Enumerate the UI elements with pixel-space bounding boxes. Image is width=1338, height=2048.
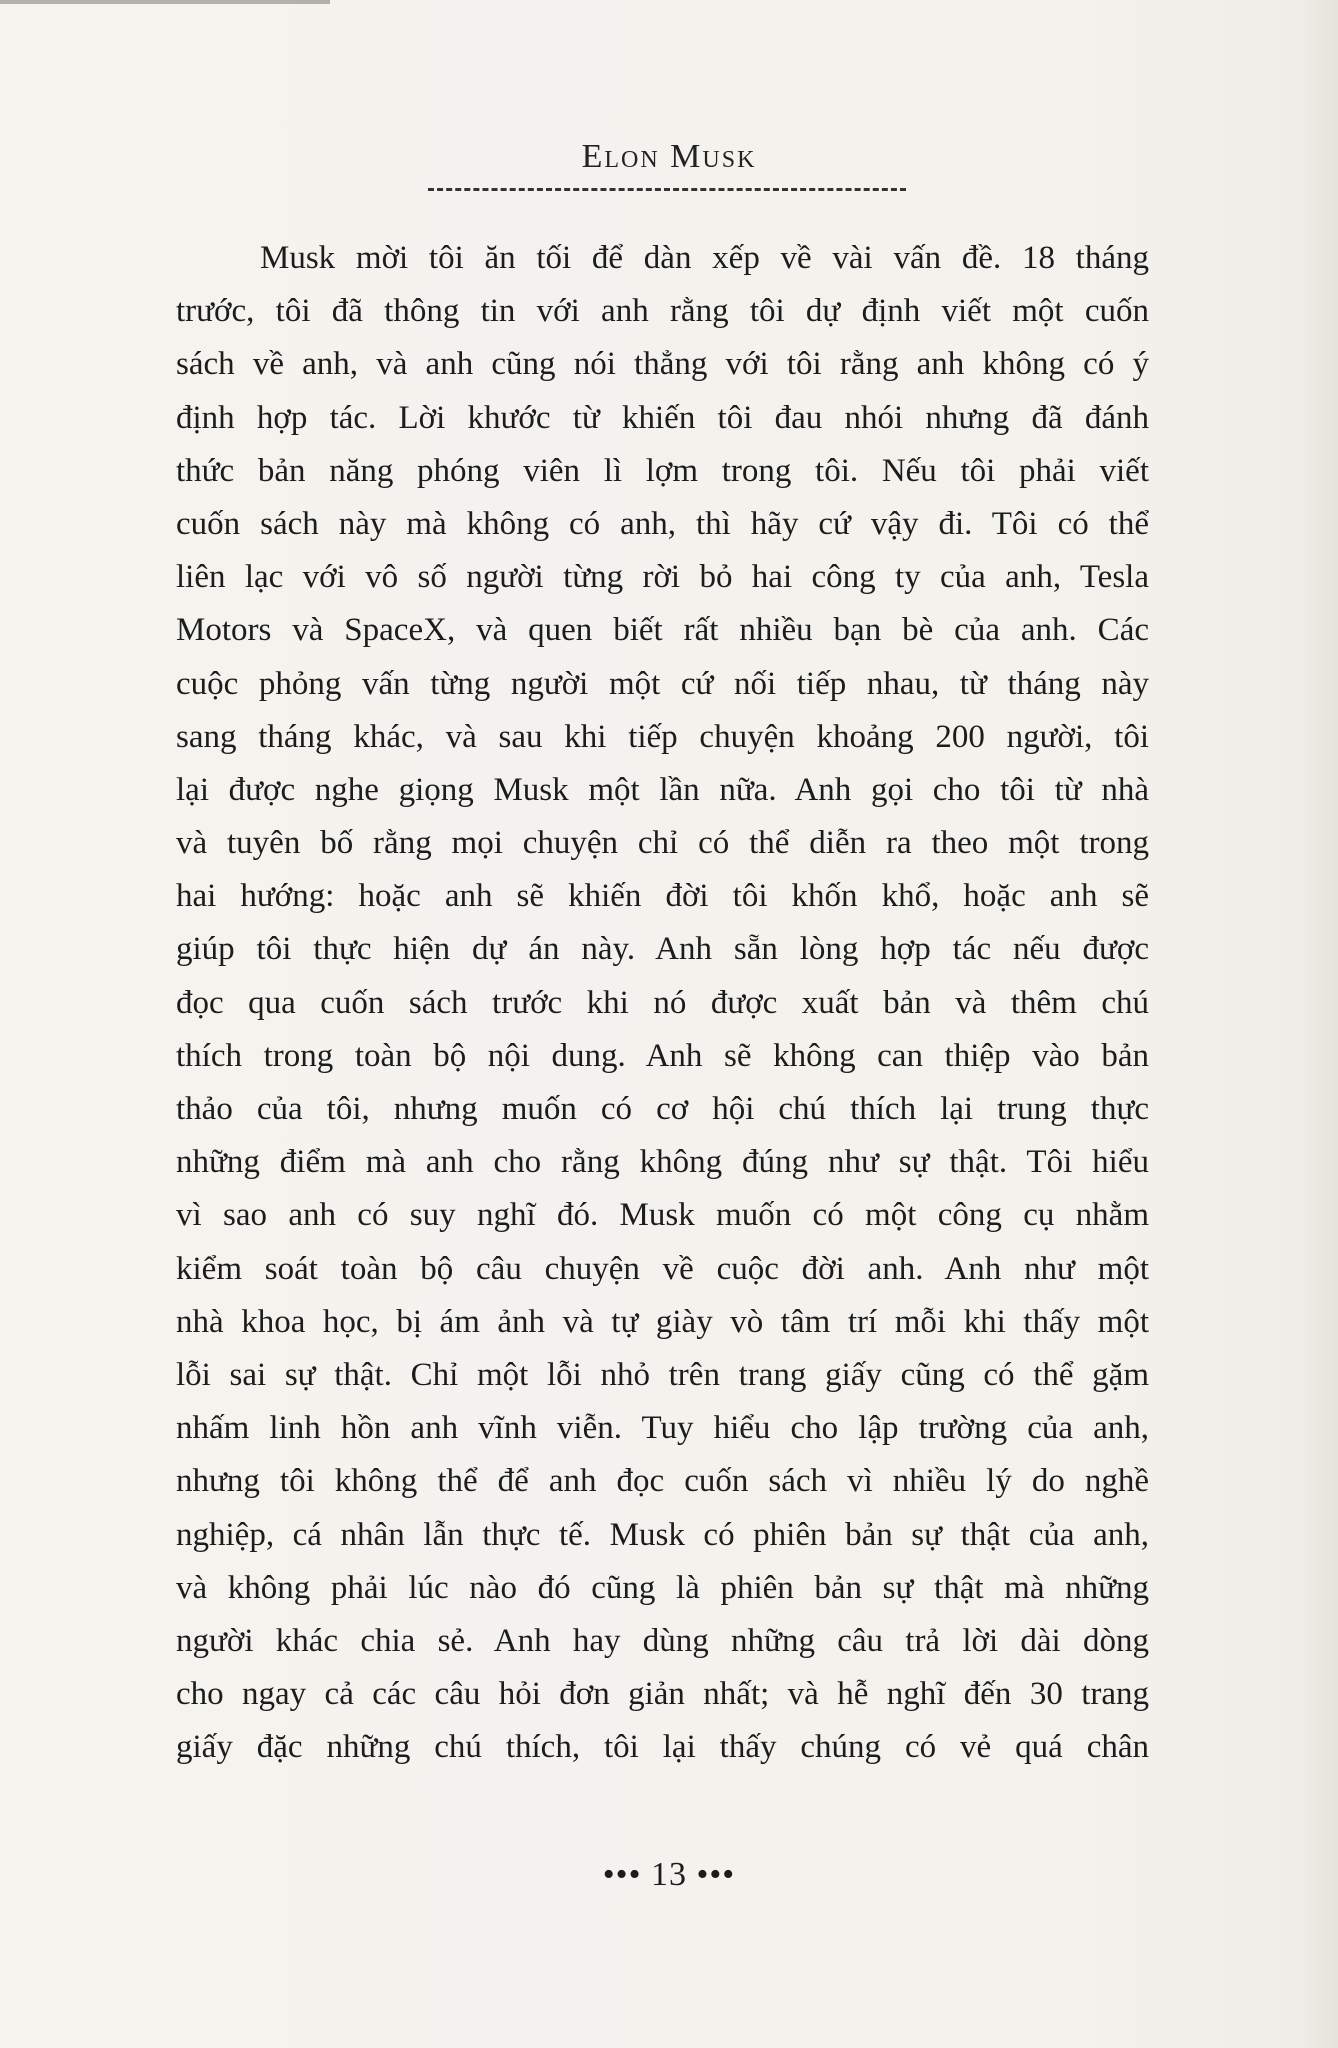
header-dashed-rule xyxy=(428,188,906,191)
text-line: sách về anh, và anh cũng nói thẳng với tôi rằng anh không có ý xyxy=(176,346,1149,383)
text-line: đọc qua cuốn sách trước khi nó được xuất bản và thêm chú xyxy=(176,984,1149,1021)
text-line: và tuyên bố rằng mọi chuyện chỉ có thể diễn ra theo một trong xyxy=(176,825,1149,862)
text-line: cho ngay cả các câu hỏi đơn giản nhất; và hễ nghĩ đến 30 trang xyxy=(176,1676,1149,1713)
running-header: Elon Musk xyxy=(581,138,757,175)
text-line: Motors và SpaceX, và quen biết rất nhiều bạn bè của anh. Các xyxy=(176,612,1149,649)
text-line: nhưng tôi không thể để anh đọc cuốn sách vì nhiều lý do nghề xyxy=(176,1463,1149,1500)
text-line: định hợp tác. Lời khước từ khiến tôi đau nhói nhưng đã đánh xyxy=(176,399,1149,436)
text-line: thích trong toàn bộ nội dung. Anh sẽ không can thiệp vào bản xyxy=(176,1037,1149,1074)
text-line: kiểm soát toàn bộ câu chuyện về cuộc đời anh. Anh như một xyxy=(176,1250,1149,1287)
scan-edge-shadow xyxy=(0,0,330,4)
text-line: trước, tôi đã thông tin với anh rằng tôi dự định viết một cuốn xyxy=(176,293,1149,330)
text-line: liên lạc với vô số người từng rời bỏ hai công ty của anh, Tesla xyxy=(176,559,1149,596)
body-text xyxy=(176,232,1149,1774)
text-line: sang tháng khác, và sau khi tiếp chuyện khoảng 200 người, tôi xyxy=(176,718,1149,755)
text-line: và không phải lúc nào đó cũng là phiên bản sự thật mà những xyxy=(176,1569,1149,1606)
page-number: ••• 13 ••• xyxy=(602,1856,736,1893)
text-line: giúp tôi thực hiện dự án này. Anh sẵn lòng hợp tác nếu được xyxy=(176,931,1149,968)
text-line: người khác chia sẻ. Anh hay dùng những câu trả lời dài dòng xyxy=(176,1622,1149,1659)
text-line: vì sao anh có suy nghĩ đó. Musk muốn có một công cụ nhằm xyxy=(176,1197,1149,1234)
text-line: nhấm linh hồn anh vĩnh viễn. Tuy hiểu cho lập trường của anh, xyxy=(176,1410,1149,1447)
text-line: những điểm mà anh cho rằng không đúng như sự thật. Tôi hiểu xyxy=(176,1144,1149,1181)
text-line: cuốn sách này mà không có anh, thì hãy cứ vậy đi. Tôi có thể xyxy=(176,505,1149,542)
text-line: Musk mời tôi ăn tối để dàn xếp về vài vấn đề. 18 tháng xyxy=(260,240,1149,276)
text-line: lỗi sai sự thật. Chỉ một lỗi nhỏ trên trang giấy cũng có thể gặm xyxy=(176,1356,1149,1393)
text-line: nghiệp, cá nhân lẫn thực tế. Musk có phiên bản sự thật của anh, xyxy=(176,1516,1149,1553)
text-line: lại được nghe giọng Musk một lần nữa. Anh gọi cho tôi từ nhà xyxy=(176,771,1149,808)
text-line: thức bản năng phóng viên lì lợm trong tôi. Nếu tôi phải viết xyxy=(176,452,1149,489)
text-line: giấy đặc những chú thích, tôi lại thấy chúng có vẻ quá chân xyxy=(176,1729,1149,1766)
text-line: cuộc phỏng vấn từng người một cứ nối tiếp nhau, từ tháng này xyxy=(176,665,1149,702)
text-line: thảo của tôi, nhưng muốn có cơ hội chú thích lại trung thực xyxy=(176,1091,1149,1127)
text-line: hai hướng: hoặc anh sẽ khiến đời tôi khốn khổ, hoặc anh sẽ xyxy=(176,878,1149,915)
text-line: nhà khoa học, bị ám ảnh và tự giày vò tâm trí mỗi khi thấy một xyxy=(176,1303,1149,1340)
